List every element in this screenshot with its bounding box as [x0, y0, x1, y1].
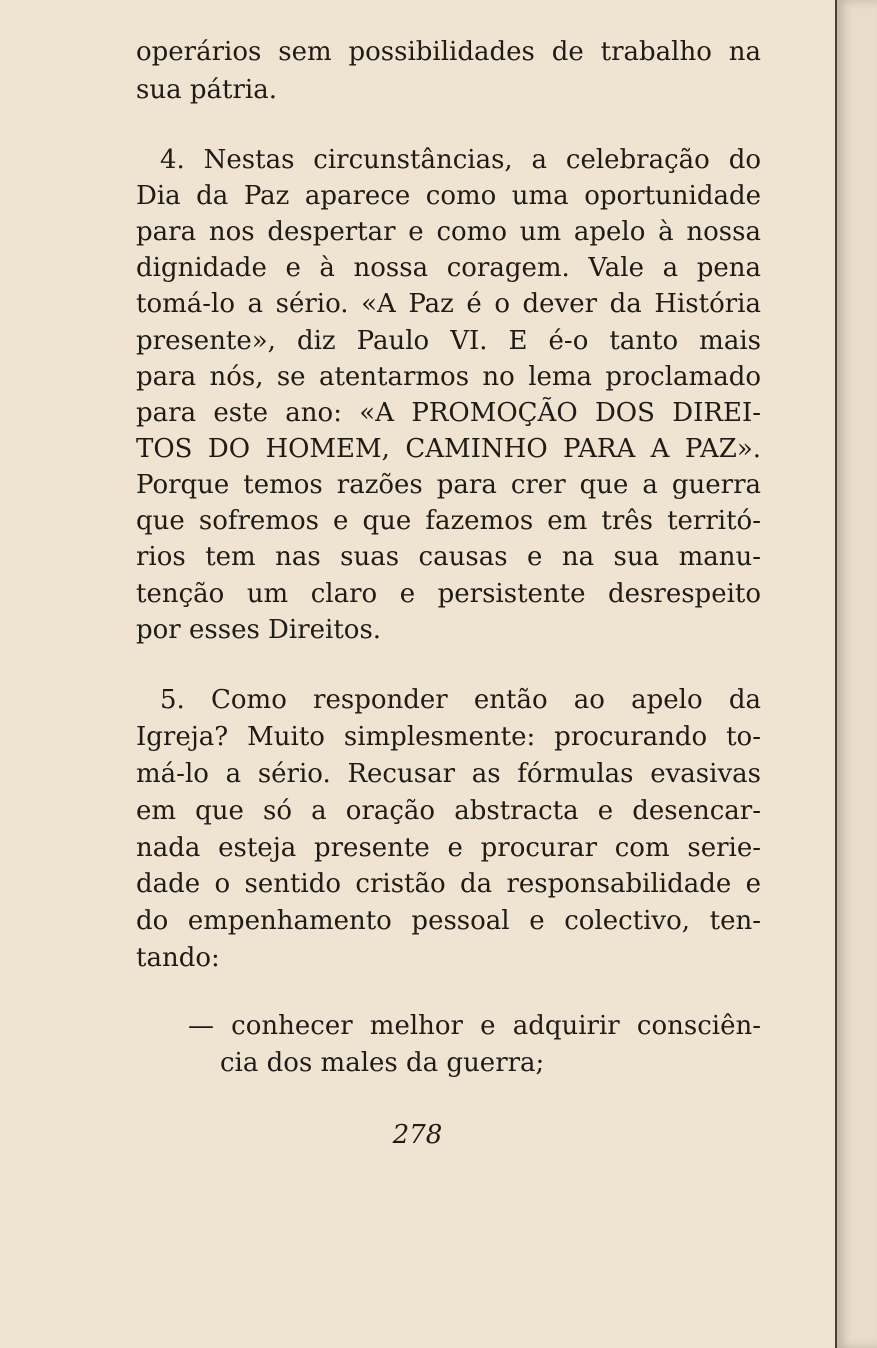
text-line: do empenhamento pessoal e colectivo, ten- — [136, 906, 761, 936]
text-line: cia dos males da guerra; — [220, 1048, 545, 1078]
text-line: presente», diz Paulo VI. E é-o tanto mais — [136, 326, 761, 356]
text-line: má-lo a sério. Recusar as fórmulas evasivas — [136, 759, 761, 789]
text-line: dade o sentido cristão da responsabilidade e — [136, 869, 761, 899]
text-line: para nos despertar e como um apelo à nossa — [136, 217, 761, 247]
text-line: TOS DO HOMEM, CAMINHO PARA A PAZ». — [136, 434, 761, 464]
text-line: por esses Direitos. — [136, 615, 382, 645]
text-line: 5. Como responder então ao apelo da — [160, 685, 761, 715]
text-line: em que só a oração abstracta e desencar- — [136, 796, 761, 826]
text-line: Porque temos razões para crer que a guerra — [136, 470, 761, 500]
text-line: 4. Nestas circunstâncias, a celebração do — [160, 145, 761, 175]
text-line: sua pátria. — [136, 75, 277, 105]
text-line: que sofremos e que fazemos em três territó- — [136, 506, 761, 536]
adjacent-page-edge — [835, 0, 877, 1348]
page-number: 278 — [392, 1120, 443, 1150]
text-line: nada esteja presente e procurar com serie- — [136, 833, 761, 863]
text-line: dignidade e à nossa coragem. Vale a pena — [136, 253, 761, 283]
text-line: para nós, se atentarmos no lema proclamado — [136, 362, 761, 392]
text-line: Dia da Paz aparece como uma oportunidade — [136, 181, 761, 211]
text-line: Igreja? Muito simplesmente: procurando to- — [136, 722, 761, 752]
text-line: operários sem possibilidades de trabalho na — [136, 37, 761, 67]
text-line: — conhecer melhor e adquirir consciên- — [188, 1011, 761, 1041]
text-line: rios tem nas suas causas e na sua manu- — [136, 542, 761, 572]
text-line: tando: — [136, 943, 220, 973]
text-line: tomá-lo a sério. «A Paz é o dever da História — [136, 289, 761, 319]
text-line: tenção um claro e persistente desrespeito — [136, 579, 761, 609]
text-line: para este ano: «A PROMOÇÃO DOS DIREI- — [136, 398, 761, 428]
